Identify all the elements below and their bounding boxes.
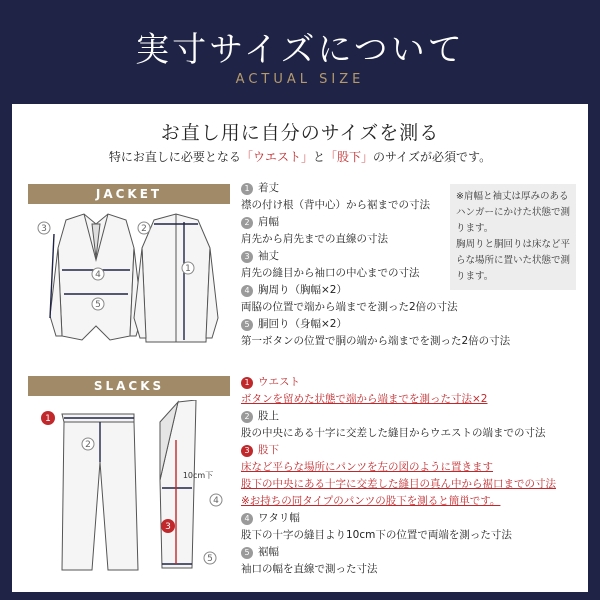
item-desc: ボタンを留めた状態で端から端までを測った寸法×2 bbox=[241, 393, 488, 405]
item-title: 胸周り（胸幅×2） bbox=[258, 284, 347, 296]
item-number: 3 bbox=[241, 251, 253, 263]
sub-heading bbox=[12, 148, 588, 165]
item-number: 3 bbox=[241, 445, 253, 457]
item-number: 4 bbox=[241, 285, 253, 297]
slacks-item-2 bbox=[241, 408, 546, 442]
svg-text:5: 5 bbox=[207, 554, 213, 564]
item-number: 4 bbox=[241, 513, 253, 525]
item-title: 股上 bbox=[258, 410, 279, 422]
item-desc: 袖口の幅を直線で測った寸法 bbox=[241, 563, 378, 575]
item-number: 2 bbox=[241, 411, 253, 423]
svg-text:3: 3 bbox=[165, 522, 171, 532]
item-desc: 肩先から肩先までの直線の寸法 bbox=[241, 233, 388, 245]
jacket-note bbox=[450, 184, 576, 290]
sub-prefix: 特にお直しに必要となる bbox=[108, 150, 241, 164]
svg-text:1: 1 bbox=[185, 264, 191, 274]
slacks-band: SLACKS bbox=[28, 376, 230, 396]
content-panel bbox=[12, 104, 588, 592]
slacks-item-1 bbox=[241, 374, 487, 408]
sub-suffix: のサイズが必須です。 bbox=[372, 150, 492, 164]
slacks-item-3 bbox=[241, 442, 556, 510]
slacks-figure bbox=[26, 400, 232, 580]
item-number: 5 bbox=[241, 319, 253, 331]
item-title: 胴回り（身幅×2） bbox=[258, 318, 347, 330]
sub-inseam: 「股下」 bbox=[324, 150, 373, 164]
slacks-item-4 bbox=[241, 510, 512, 544]
item-number: 2 bbox=[241, 217, 253, 229]
svg-text:4: 4 bbox=[95, 270, 101, 280]
item-number: 1 bbox=[241, 377, 253, 389]
item-desc: 肩先の縫目から袖口の中心までの寸法 bbox=[241, 267, 420, 279]
item-desc: 股の中央にある十字に交差した縫目からウエストの端までの寸法 bbox=[241, 427, 546, 439]
slacks-item-5 bbox=[241, 544, 378, 578]
item-desc: 股下の十字の縫目より10cm下の位置で両端を測った寸法 bbox=[241, 529, 512, 541]
jacket-figure bbox=[26, 208, 232, 358]
jacket-item-3 bbox=[241, 248, 420, 282]
sub-waist: 「ウエスト」 bbox=[240, 150, 313, 164]
svg-text:2: 2 bbox=[141, 224, 147, 234]
slacks-figure-label: 10cm下 bbox=[182, 471, 214, 480]
main-heading: お直し用に自分のサイズを測る bbox=[160, 122, 440, 144]
note-line: ※肩幅と袖丈は厚みのあるハンガーにかけた状態で測ります。 bbox=[456, 191, 571, 234]
item-title: 着丈 bbox=[258, 182, 279, 194]
header bbox=[0, 0, 600, 104]
item-desc-3: ※お持ちの同タイプのパンツの股下を測ると簡単です。 bbox=[241, 495, 501, 507]
item-title: 袖丈 bbox=[258, 250, 279, 262]
item-desc: 襟の付け根（背中心）から裾までの寸法 bbox=[241, 199, 430, 211]
svg-text:1: 1 bbox=[45, 414, 51, 424]
jacket-band: JACKET bbox=[28, 184, 230, 204]
sub-and: と bbox=[312, 150, 325, 164]
svg-text:5: 5 bbox=[95, 300, 101, 310]
jacket-item-5 bbox=[241, 316, 510, 350]
jacket-item-4 bbox=[241, 282, 458, 316]
item-title: 股下 bbox=[258, 444, 279, 456]
jacket-item-2 bbox=[241, 214, 388, 248]
jacket-item-1 bbox=[241, 180, 430, 214]
svg-text:4: 4 bbox=[213, 496, 219, 506]
item-title: 肩幅 bbox=[258, 216, 279, 228]
item-desc: 両脇の位置で端から端までを測った2倍の寸法 bbox=[241, 301, 458, 313]
item-number: 1 bbox=[241, 183, 253, 195]
item-number: 5 bbox=[241, 547, 253, 559]
page-title: 実寸サイズについて bbox=[135, 30, 465, 70]
note-line: 胸周りと胴回りは床など平らな場所に置いた状態で測ります。 bbox=[456, 239, 571, 282]
item-desc: 第一ボタンの位置で胴の端から端までを測った2倍の寸法 bbox=[241, 335, 511, 347]
svg-text:3: 3 bbox=[41, 224, 47, 234]
item-title: 裾幅 bbox=[258, 546, 279, 558]
item-desc-2: 股下の中央にある十字に交差した縫目の真ん中から裾口までの寸法 bbox=[241, 478, 556, 490]
page-subtitle: ACTUAL SIZE bbox=[235, 72, 365, 87]
svg-text:2: 2 bbox=[85, 440, 91, 450]
item-desc: 床など平らな場所にパンツを左の図のように置きます bbox=[241, 461, 493, 473]
item-title: ウエスト bbox=[258, 376, 300, 388]
item-title: ワタリ幅 bbox=[258, 512, 300, 524]
